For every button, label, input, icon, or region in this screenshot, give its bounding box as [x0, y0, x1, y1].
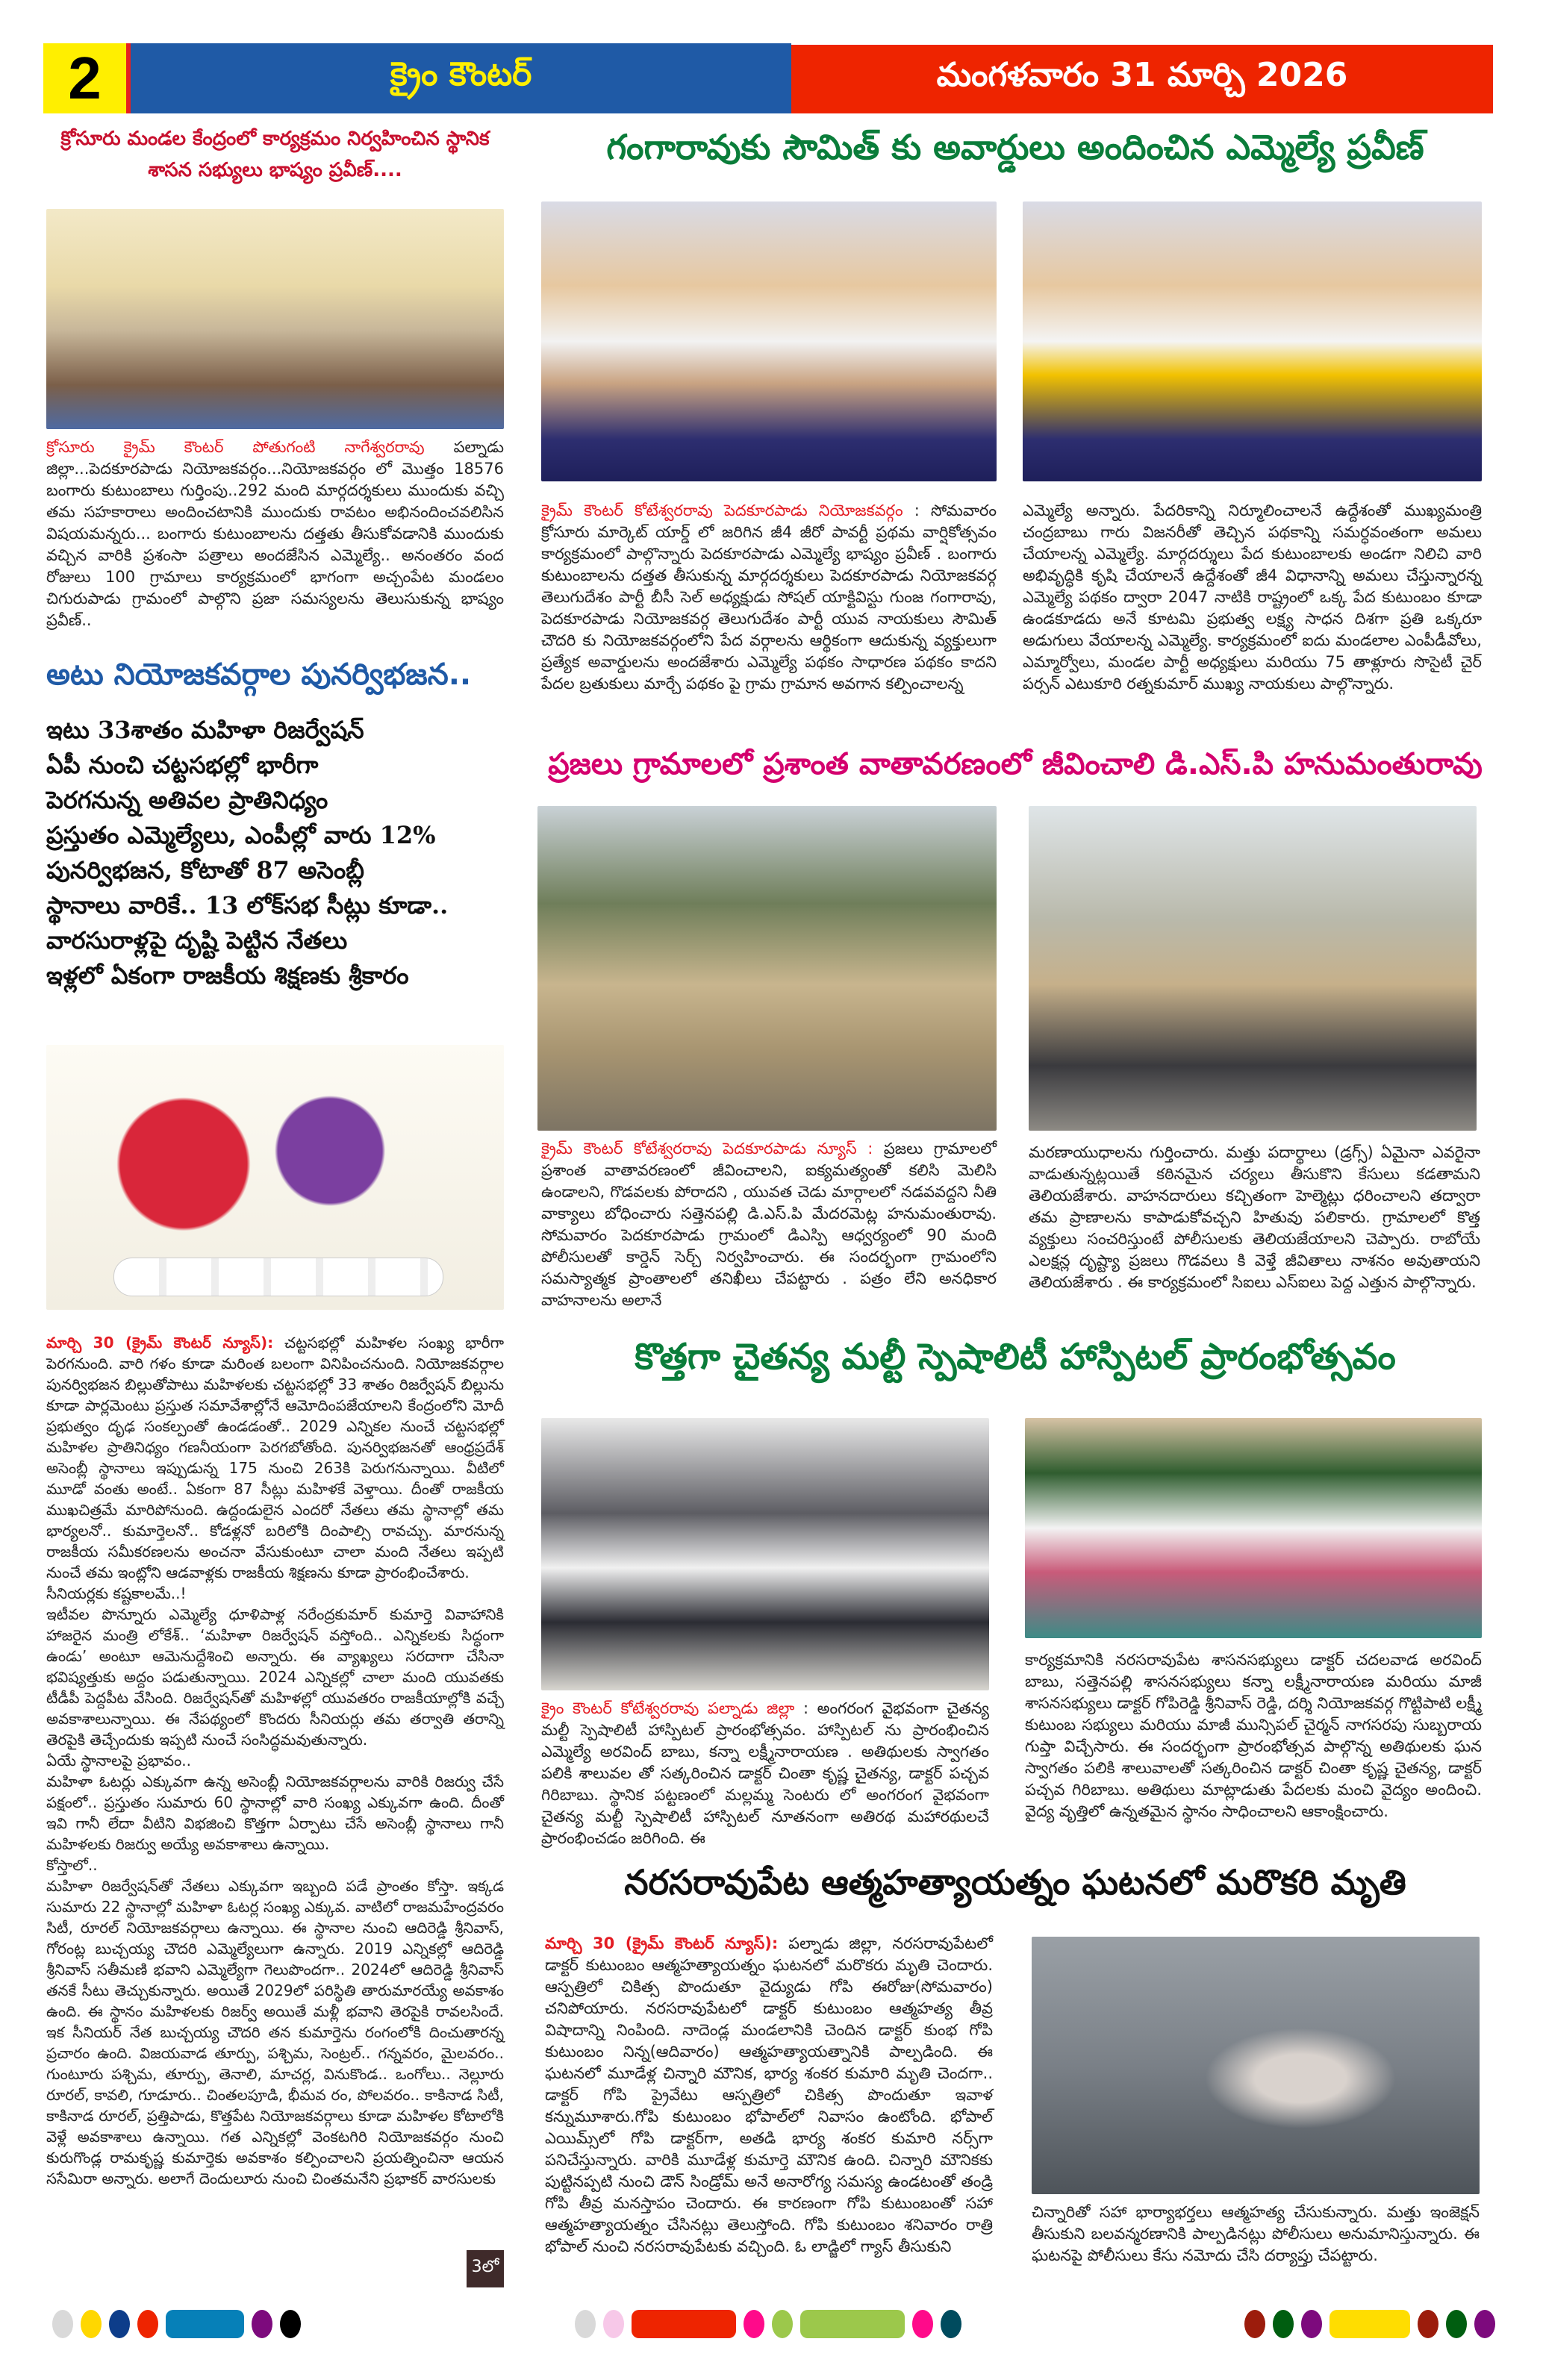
krosuru-byline: క్రోసూరు క్రైమ్ కౌంటర్ పోతుగంటి నాగేశ్వరరావు [46, 438, 425, 456]
hand-on-floor-photo [1032, 1937, 1480, 2194]
delimitation-deck [46, 713, 504, 993]
registration-mark [632, 2310, 736, 2338]
page-number: 2 [43, 43, 131, 113]
continued-on-page-3[interactable]: 3లో [467, 2250, 504, 2287]
registration-mark [575, 2310, 596, 2338]
deck-line: ఇటు 33శాతం మహిళా రిజర్వేషన్ [46, 716, 364, 744]
awards-photo-1 [541, 202, 997, 481]
deck-line: స్థానాలు వారికే.. 13 లోక్‌సభ సీట్లు కూడా.. [46, 891, 449, 919]
subhead: సీనియర్లకు కష్టకాలమే..! [46, 1584, 187, 1602]
registration-mark [800, 2310, 905, 2338]
deck-line: వారసురాళ్లపై దృష్టి పెట్టిన నేతలు [46, 926, 348, 955]
awards-photo-2 [1023, 202, 1482, 481]
awards-body-left: క్రైమ్ కౌంటర్ కోటేశ్వరరావు పెదకూరపాడు నియోజకవర్గం : సోమవారం క్రోసూరు మార్కెట్ యార్డ్ లో జరిగిన జీ4 జీరో పావర్టీ ప్రథమ వార్షికోత్సవం కార్యక్రమంలో పాల్గొన్నారు పెదకూరపాడు ఎమ్మెల్యే భాష్యం ప్రవీణ్ . బంగారు కుటుంబాలను దత్తత తీసుకున్న మార్గదర్శకులు పెదకూరపాడు నియోజకవర్గ తెలుగుదేశం పార్టీ బీసీ సెల్ అధ్యక్షుడు సోషల్ యాక్టివిస్టు గుంజ గంగారావు, పెదకూరపాడు నియోజకవర్గ తెలుగుదేశం పార్టీ యువ నాయకులు సౌమిత్ చౌదరి కు నియోజకవర్గంలోని పేద వర్గాలను ఆర్థికంగా ఆదుకున్న వ్యక్తులుగా ప్రత్యేక అవార్డులను అందజేశారు ఎమ్మెల్యే పథకం సాధారణ పథకం కాదని పేదల బ్రతుకులు మార్చే పథకం పై గ్రామ గ్రామాన అవగాన కల్పించాలన్న [541, 502, 997, 693]
subhead: ఏయే స్థానాలపై ప్రభావం.. [46, 1752, 191, 1770]
subhead: కోస్తాలో.. [46, 1856, 98, 1874]
registration-mark [1301, 2310, 1322, 2338]
hospital-headline: కొత్తగా చైతన్య మల్టీ స్పెషాలిటీ హాస్పిటల్ ప్రారంభోత్సవం [635, 1336, 1396, 1378]
hospital-body-left: క్రైం కౌంటర్ కోటేశ్వరరావు పల్నాడు జిల్లా : అంగరంగ వైభవంగా చైతన్య మల్టీ స్పెషాలిటీ హాస్పిటల్ ప్రారంభోత్సవం. హాస్పిటల్ ను ప్రారంభించిన ఎమ్మెల్యే అరవింద్ బాబు, కన్నా లక్ష్మీనారాయణ . అతిథులకు స్వాగతం పలికి శాలువల తో సత్కరించిన డాక్టర్ చింతా కృష్ణ చైతన్య, డాక్టర్ పచ్చవ గిరిబాబు. స్థానిక పట్టణంలో మల్లమ్మ సెంటరు లో అంగరంగ వైభవంగా చైతన్య మల్టీ స్పెషాలిటీ హాస్పిటల్ నూతనంగా అతిరథ మహారథులచే ప్రారంభించడం జరిగింది. ఈ [541, 1699, 989, 1847]
registration-mark [1446, 2310, 1467, 2338]
dsp-body-right: మరణాయుధాలను గుర్తించారు. మత్తు పదార్థాలు (డ్రగ్స్) ఏమైనా ఎవరైనా వాడుతున్నట్లయితే కఠినమైన చర్యలు తీసుకొని కేసులు కడతామని తెలియజేశారు. వాహనదారులు కచ్చితంగా హెల్మెట్లు ధరించాలని తద్వారా తమ ప్రాణాలను కాపాడుకోవచ్చని హితువు పలికారు. గ్రామాలలో కొత్త వ్యక్తులు సంచరిస్తుంటే పోలీసులకు తెలియజేయాలని చెప్పారు. రాబోయే ఎలక్షన్ల దృష్ట్యా ప్రజలు గొడవలు కి వెళ్తే జీవితాలు నాశనం అవుతాయని తెలియజేశారు . ఈ కార్యక్రమంలో సిఐలు ఎస్ఐలు పెద్ద ఎత్తున పాల్గొన్నారు. [1029, 1143, 1480, 1291]
krosuru-body: క్రోసూరు క్రైమ్ కౌంటర్ పోతుగంటి నాగేశ్వరరావు పల్నాడు జిల్లా...పెదకూరపాడు నియోజకవర్గం...నియోజకవర్గం లో మొత్తం 18576 బంగారు కుటుంబాలు గుర్తింపు..292 మంది మార్గదర్శకులు ముందుకు వచ్చి తమ సహకారాలు అందించటానికి ముందుకు రావటం అభినందించవలిసిన విషయమన్నరు... బంగారు కుటుంబాలను దత్తతు తీసుకోవడానికి ముందుకు వచ్చిన వారికి ప్రశంసా పత్రాలు అందజేసిన ఎమ్మెల్యే.. అనంతరం వంద రోజులు 100 గ్రామాలు కార్యక్రమంలో భాగంగా అచ్చంపేట మండలం చిగురుపాడు గ్రామంలో పాల్గొని ప్రజా సమస్యలను తెలుసుకున్న భాష్యం ప్రవీణ్.. [46, 438, 504, 629]
delimitation-headline: అటు నియోజకవర్గాల పునర్విభజన.. [46, 658, 472, 692]
registration-mark [1273, 2310, 1294, 2338]
awards-body-right: ఎమ్మెల్యే అన్నారు. పేదరికాన్ని నిర్మూలించాలనే ఉద్దేశంతో ముఖ్యమంత్రి చంద్రబాబు గారు విజనరీతో తెచ్చిన పథకాన్ని సమర్ధవంతంగా అమలు చేయాలన్న ఎమ్మెల్యే. మార్గదర్శులు పేద కుటుంబాలకు అండగా నిలిచి వారి అభివృద్ధికి కృషి చేయాలనే ఉద్దేశంతో జీ4 విధానాన్ని అమలు చేస్తున్నారన్న ఎమ్మెల్యే పథకం ద్వారా 2047 నాటికి రాష్ట్రంలో ఒక్క పేద కుటుంబం కూడా ఉండకూడదు అనే కూటమి ప్రభుత్వ లక్ష్య సాధన దిశగా ప్రతి ఒక్కరూ అడుగులు వేయాలన్న ఎమ్మెల్యే. కార్యక్రమంలో ఐదు మండలాల ఎంపీడీవోలు, ఎమ్మార్వోలు, మండల పార్టీ అధ్యక్షులు మరియు 75 తాళ్లూరు సొసైటీ చైర్ పర్సన్ ఎటుకూరి రత్నకుమార్ ముఖ్య నాయకులు పాల్గొన్నారు. [1023, 502, 1482, 693]
krosuru-headline: క్రోసూరు మండల కేంద్రంలో కార్యక్రమం నిర్వహించిన స్థానిక శాసన సభ్యులు భాష్యం ప్రవీణ్.... [60, 128, 490, 181]
women-reservation-illustration [46, 1045, 504, 1310]
deck-line: పెరగనున్న అతివల ప్రాతినిధ్యం [46, 786, 328, 814]
registration-mark [603, 2310, 624, 2338]
police-cordon-photo-2 [1029, 806, 1477, 1131]
narasaraopet-headline: నరసరావుపేట ఆత్మహత్యాయత్నం ఘటనలో మరొకరి మృతి [624, 1862, 1406, 1902]
registration-mark [137, 2310, 158, 2338]
registration-mark [81, 2310, 102, 2338]
registration-mark [1418, 2310, 1438, 2338]
registration-mark [772, 2310, 793, 2338]
narasaraopet-byline: మార్చి 30 (క్రైమ్ కౌంటర్ న్యూస్): [545, 1934, 779, 1952]
party-symbols [113, 1258, 443, 1296]
registration-mark [744, 2310, 764, 2338]
registration-mark [252, 2310, 272, 2338]
deck-line: ప్రస్తుతం ఎమ్మెల్యేలు, ఎంపీల్లో వారు 12% [46, 821, 436, 849]
narasaraopet-body-right: చిన్నారితో సహా భార్యాభర్తలు ఆత్మహత్య చేసుకున్నారు. మత్తు ఇంజెక్షన్ తీసుకుని బలవన్మరణానికి పాల్పడినట్లు పోలీసులు అనుమానిస్తున్నారు. ఈ ఘటనపై పోలీసులు కేసు నమోదు చేసి దర్యాప్తు చేపట్టారు. [1032, 2203, 1480, 2264]
delimitation-body: మార్చి 30 (క్రైమ్ కౌంటర్ న్యూస్): చట్టసభల్లో మహిళల సంఖ్య భారీగా పెరగనుంది. వారి గళం కూడా మరింత బలంగా వినిపించనుంది. నియోజకవర్గాల పునర్విభజన బిల్లుతోపాటు మహిళలకు చట్టసభల్లో 33 శాతం రిజర్వేషన్ బిల్లును కూడా పార్లమెంటు ప్రస్తుత సమావేశాల్లోనే ఆమోదింపజేయాలని కేంద్రంలోని మోదీ ప్రభుత్వం దృఢ సంకల్పంతో ఉండడంతో.. 2029 ఎన్నికల నుంచే చట్టసభల్లో మహిళల ప్రాతినిధ్యం గణనీయంగా పెరగబోతోంది. పునర్విభజనతో ఆంధ్రప్రదేశ్ అసెంబ్లీ స్థానాలు ఇప్పుడున్న 175 నుంచి 263కి పెరుగనున్నాయి. వీటిలో మూడో వంతు అంటే.. ఏకంగా 87 సీట్లు మహిళకే వెళ్తాయి. దీంతో రాజకీయ ముఖచిత్రమే మారిపోనుంది. ఉద్దండులైన ఎందరో నేతలు తమ స్థానాల్లో తమ భార్యలనో.. కుమార్తెలనో.. కోడళ్లనో బరిలోకి దింపాల్సి రావచ్చు. మారనున్న రాజకీయ సమీకరణలను అంచనా వేసుకుంటూ చాలా మంది నేతలు ఇప్పటి నుంచే తమ ఇంట్లోని ఆడవాళ్లకు రాజకీయ శిక్షణను కూడా ప్రారంభించేశారు. సీనియర్లకు కష్టకాలమే..! ఇటీవల పొన్నూరు ఎమ్మెల్యే ధూళిపాళ్ల నరేంద్రకుమార్ కుమార్తె వివాహానికి హాజరైన మంత్రి లోకేశ్.. ‘మహిళా రిజర్వేషన్ వస్తోంది.. ఎన్నికలకు సిద్ధంగా ఉండు’ అంటూ ఆమెనుద్దేశించి అన్నారు. ఈ వ్యాఖ్యలు సరదాగా చేసినా భవిష్యత్తుకు అద్దం పడుతున్నాయి. 2024 ఎన్నికల్లో చాలా మంది యువతకు టీడీపీ పెద్దపీట వేసింది. రిజర్వేషన్‌తో మహిళల్లో యువతరం రాజకీయాల్లోకి వచ్చే అవకాశాలున్నాయి. ఈ నేపథ్యంలో కొందరు సీనియర్లు తమ తర్వాతి తరాన్ని తెరపైకి తెచ్చేందుకు ఇప్పటి నుంచే సంసిద్ధమవుతున్నారు. ఏయే స్థానాలపై ప్రభావం.. మహిళా ఓటర్లు ఎక్కువగా ఉన్న అసెంబ్లీ నియోజకవర్గాలను వారికి రిజర్వు చేసే పక్షంలో.. ప్రస్తుతం సుమారు 60 స్థానాల్లో వారి సంఖ్య ఎక్కువగా ఉంది. దీంతో ఇవి గానీ లేదా వీటిని విభజించి కొత్తగా ఏర్పాటు చేసే అసెంబ్లీ స్థానాలు గానీ మహిళలకు రిజర్వు అయ్యే అవకాశాలు ఉన్నాయి. కోస్తాలో.. మహిళా రిజర్వేషన్‌తో నేతలు ఎక్కువగా ఇబ్బంది పడే ప్రాంతం కోస్తా. ఇక్కడ సుమారు 22 స్థానాల్లో మహిళా ఓటర్ల సంఖ్య ఎక్కువ. వాటిలో రాజమహేంద్రవరం సిటీ, రూరల్ నియోజకవర్గాలు ఉన్నాయి. ఈ స్థానాల నుంచి ఆదిరెడ్డి శ్రీనివాస్, గోరంట్ల బుచ్చయ్య చౌదరి ఎమ్మెల్యేలుగా ఉన్నారు. 2019 ఎన్నికల్లో ఆదిరెడ్డి శ్రీనివాస్ సతీమణి భవాని ఎమ్మెల్యేగా గెలుపొందగా.. 2024లో ఆదిరెడ్డి శ్రీనివాస్ తనకే సీటు తెచ్చుకున్నారు. అయితే 2029లో పరిస్థితి తారుమారయ్యే అవకాశం ఉంది. ఈ స్థానం మహిళలకు రిజర్వ్ అయితే మళ్లీ భవాని తెరపైకి రావలసిందే. ఇక సీనియర్ నేత బుచ్చయ్య చౌదరి తన కుమార్తెను రంగంలోకి దించుతారన్న ప్రచారం ఉంది. విజయవాడ తూర్పు, పశ్చిమ, సెంట్రల్.. గన్నవరం, మైలవరం.. గుంటూరు పశ్చిమ, తూర్పు, తెనాలి, మాచర్ల, వినుకొండ.. ఒంగోలు.. నెల్లూరు రూరల్, కావలి, గూడూరు.. చింతలపూడి, భీమవ రం, పోలవరం.. కాకినాడ సిటీ, కాకినాడ రూరల్, ప్రత్తిపాడు, కొత్తపేట నియోజకవర్గాలు కూడా మహిళల కోటాలోకి వెళ్లే అవకాశాలు ఉన్నాయి. గత ఎన్నికల్లో వెంకటగిరి నియోజకవర్గం నుంచి కురుగొండ్ల రామకృష్ణ కుమార్తెకు అవకాశం కల్పించాలని ప్రయత్నించినా ఆయన ససేమిరా అన్నారు. అలాగే దెందులూరు నుంచి చింతమనేని ప్రభాకర్ వారసులకు [46, 1334, 504, 2187]
registration-mark [1244, 2310, 1265, 2338]
hospital-body-right: కార్యక్రమానికి నరసరావుపేట శాసనసభ్యులు డాక్టర్ చదలవాడ అరవింద్ బాబు, సత్తెనపల్లి శాసనసభ్యులు కన్నా లక్ష్మీనారాయణ మరియు మాజీ శాసనసభ్యులు డాక్టర్ గోపిరెడ్డి శ్రీనివాస్ రెడ్డి, దర్శి నియోజకవర్గ గొట్టిపాటి లక్ష్మీ కుటుంబ సభ్యులు మరియు మాజీ మున్సిపల్ చైర్మన్ నాగసరపు సుబ్బరాయ గుప్తా విచ్చేసారు. ఈ సందర్భంగా ప్రారంభోత్సవ పాల్గొన్న అతిథులకు ఘన స్వాగతం పలికి శాలువాలతో సత్కరించిన డాక్టర్ చింతా కృష్ణ చైతన్య, డాక్టర్ పచ్చవ గిరిబాబు. అతిథులు మాట్లాడుతు పేదలకు మంచి వైద్యం అందించి. వైద్య వృత్తిలో ఉన్నతమైన స్థానం సాధించాలని ఆకాంక్షించారు. [1025, 1651, 1482, 1820]
registration-mark [1474, 2310, 1495, 2338]
dsp-byline: క్రైమ్ కౌంటర్ కోటేశ్వరరావు పెదకూరపాడు న్యూస్ : [541, 1140, 873, 1158]
paper-name: క్రైం కౌంటర్ [131, 43, 791, 113]
registration-mark [941, 2310, 961, 2338]
deck-line: ఏపీ నుంచి చట్టసభల్లో భారీగా [46, 751, 319, 779]
issue-date: మంగళవారం 31 మార్చి 2026 [791, 45, 1493, 113]
police-cordon-photo-1 [537, 806, 997, 1131]
krosuru-event-photo [46, 209, 504, 429]
registration-mark [912, 2310, 933, 2338]
dsp-body-left: క్రైమ్ కౌంటర్ కోటేశ్వరరావు పెదకూరపాడు న్యూస్ : ప్రజలు గ్రామాలలో ప్రశాంత వాతావరణంలో జీవించాలని, ఐక్యమత్యంతో కలిసి మెలిసి ఉండాలని, గొడవలకు పోరాదని , యువత చెడు మార్గాలలో నడవవద్దని నీతి వాక్యాలు బోధించారు సత్తెనపల్లి డి.ఎస్.పి మేదరమెట్ల హనుమంతురావు. సోమవారం పెదకూరపాడు గ్రామంలో డిఎస్పి ఆధ్వర్యంలో 90 మంది పోలీసులతో కార్డెన్ సెర్చ్ నిర్వహించారు. ఈ సందర్భంగా గ్రామంలోని సమస్యాత్మక ప్రాంతాలలో తనిఖీలు చేపట్టారు . పత్రం లేని అనధికార వాహనాలను అలానే [541, 1140, 997, 1309]
registration-mark [166, 2310, 244, 2338]
delimitation-byline: మార్చి 30 (క్రైమ్ కౌంటర్ న్యూస్): [46, 1334, 274, 1352]
registration-mark [109, 2310, 130, 2338]
hospital-inauguration-photo-2 [1025, 1418, 1482, 1638]
hospital-inauguration-photo-1 [541, 1418, 989, 1690]
awards-headline: గంగారావుకు సౌమిత్ కు అవార్డులు అందించిన ఎమ్మెల్యే ప్రవీణ్ [606, 127, 1424, 167]
dsp-headline: ప్రజలు గ్రామాలలో ప్రశాంత వాతావరణంలో జీవించాలి డి.ఎస్.పి హనుమంతురావు [548, 747, 1483, 781]
narasaraopet-body-left: మార్చి 30 (క్రైమ్ కౌంటర్ న్యూస్): పల్నాడు జిల్లా, నరసరావుపేటలో డాక్టర్ కుటుంబం ఆత్మహత్యాయత్నం ఘటనలో మరొకరు మృతి చెందారు. ఆస్పత్రిలో చికిత్స పొందుతూ వైద్యుడు గోపి ఈరోజు(సోమవారం) చనిపోయారు. నరసరావుపేటలో డాక్టర్ కుటుంబం ఆత్మహత్య తీవ్ర విషాదాన్ని నింపింది. నాదెండ్ల మండలానికి చెందిన డాక్టర్ కుంభ గోపి కుటుంబం నిన్న(ఆదివారం) ఆత్మహత్యాయత్నానికి పాల్పడింది. ఈ ఘటనలో మూడేళ్ల చిన్నారి మౌనిక, భార్య శంకర కుమారి మృతి చెందగా.. డాక్టర్ గోపి ప్రైవేటు ఆస్పత్రిలో చికిత్స పొందుతూ ఇవాళ కన్నుమూశారు.గోపి కుటుంబం భోపాల్‌లో నివాసం ఉంటోంది. భోపాల్ ఎయిమ్స్‌లో గోపి డాక్టర్‌గా, అతడి భార్య శంకర కుమారి నర్స్‌గా పనిచేస్తున్నారు. వారికి మూడేళ్ల కుమార్తె మౌనిక ఉంది. చిన్నారి మౌనికకు పుట్టినప్పటి నుంచి డౌన్ సిండ్రోమ్ అనే అనారోగ్య సమస్య ఉండటంతో తండ్రి గోపి తీవ్ర మనస్తాపం చెందారు. ఈ కారణంగా గోపి కుటుంబంతో సహా ఆత్మహత్యాయత్నం చేసినట్లు తెలుస్తోంది. గోపి కుటుంబం శనివారం రాత్రి భోపాల్ నుంచి నరసరావుపేటకు వచ్చింది. ఓ లాడ్జిలో గ్యాస్ తీసుకుని [545, 1934, 993, 2255]
deck-line: ఇళ్లలో ఏకంగా రాజకీయ శిక్షణకు శ్రీకారం [46, 961, 409, 990]
hospital-byline: క్రైం కౌంటర్ కోటేశ్వరరావు పల్నాడు జిల్లా [541, 1699, 795, 1717]
deck-line: పునర్విభజన, కోటాతో 87 అసెంబ్లీ [46, 856, 364, 884]
awards-byline: క్రైమ్ కౌంటర్ కోటేశ్వరరావు పెదకూరపాడు నియోజకవర్గం [541, 502, 903, 519]
registration-mark [1330, 2310, 1410, 2338]
registration-mark [52, 2310, 73, 2338]
registration-mark [280, 2310, 301, 2338]
